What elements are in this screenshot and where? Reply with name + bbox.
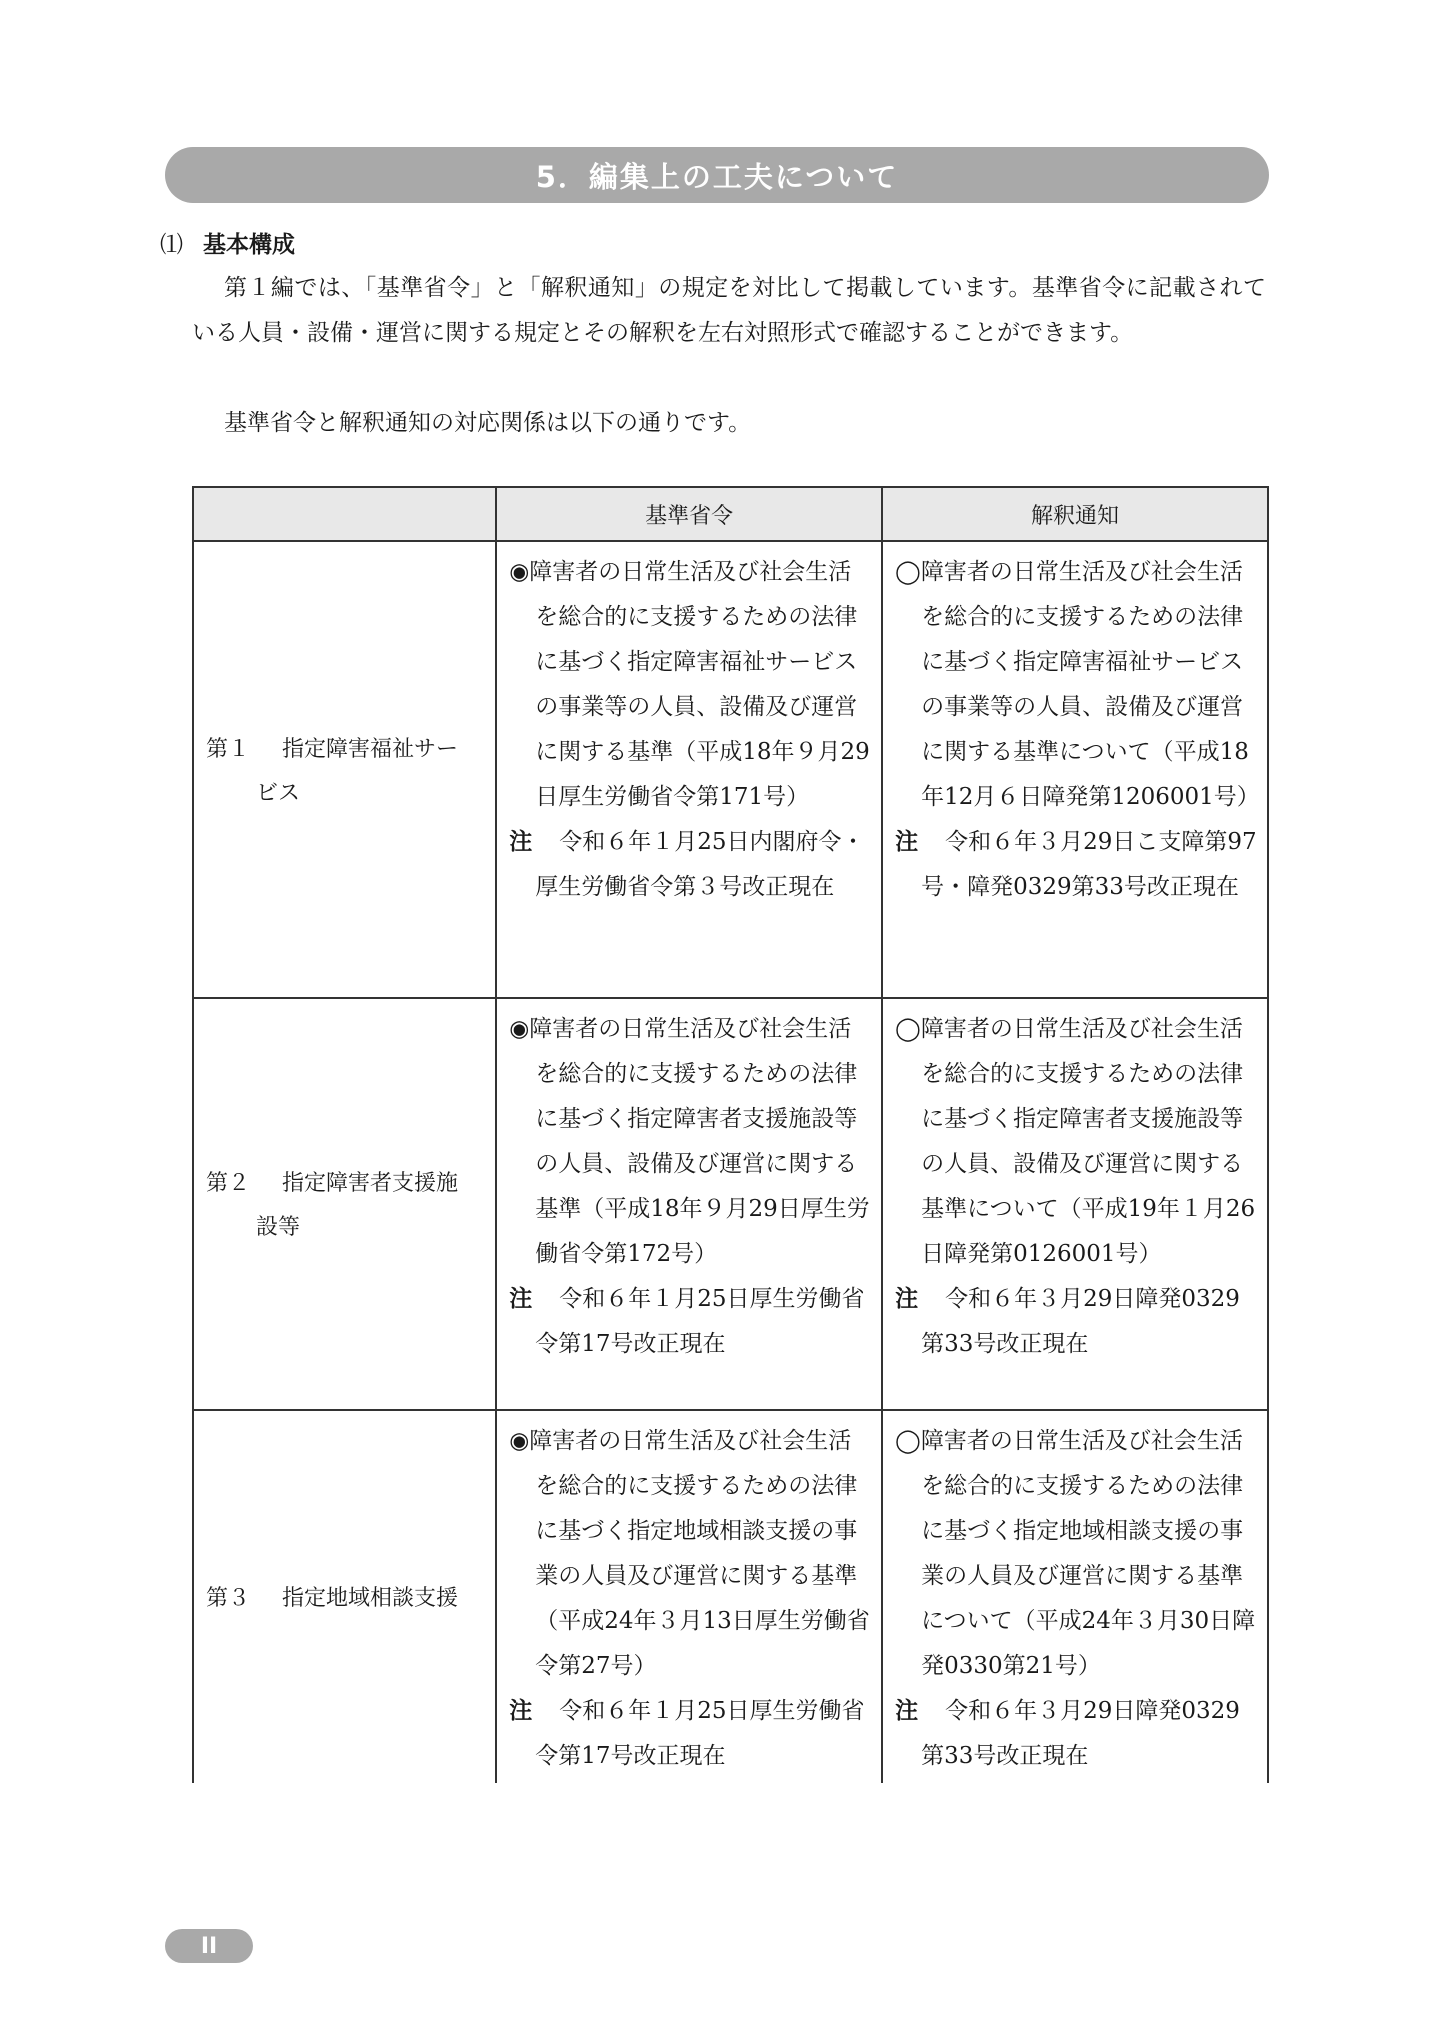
relation-paragraph: 基準省令と解釈通知の対応関係は以下の通りです。 <box>224 410 752 436</box>
table-row <box>193 541 1268 998</box>
header-kaishaku: 解釈通知 <box>882 487 1268 541</box>
note-mark: 注 <box>509 1286 533 1312</box>
header-blank <box>193 487 496 541</box>
row-number: 第２ <box>206 1171 251 1196</box>
page-number: II <box>200 1933 218 1959</box>
row-number: 第３ <box>206 1586 251 1611</box>
section-title-bar <box>165 147 1269 203</box>
row-label-main: 指定障害者支援施 <box>282 1171 459 1196</box>
row-label <box>193 1410 496 1783</box>
note-mark: 注 <box>509 829 533 855</box>
kaishaku-cell <box>882 998 1268 1410</box>
kaishaku-note: 注 令和６年３月29日こ支障第97号・障発0329第33号改正現在 <box>895 820 1257 910</box>
kaishaku-note: 注 令和６年３月29日障発0329第33号改正現在 <box>895 1689 1257 1779</box>
row-label-main: 指定障害福祉サー <box>282 736 459 762</box>
header-kijun: 基準省令 <box>496 487 882 541</box>
kijun-note: 注 令和６年１月25日厚生労働省令第17号改正現在 <box>509 1277 871 1367</box>
kijun-cell <box>496 1410 882 1783</box>
row-label-rest: 設等 <box>256 1215 301 1240</box>
note-mark: 注 <box>895 829 919 855</box>
row-label <box>193 998 496 1410</box>
table-row <box>193 998 1268 1410</box>
kijun-note: 注 令和６年１月25日内閣府令・厚生労働省令第３号改正現在 <box>509 820 871 910</box>
kaishaku-entry: ◯障害者の日常生活及び社会生活を総合的に支援するための法律に基づく指定地域相談支援の事業の人員及び運営に関する基準について（平成24年３月30日障発0330第21号） <box>895 1428 1256 1679</box>
table-header-row <box>193 487 1268 541</box>
kijun-entry: ◉障害者の日常生活及び社会生活を総合的に支援するための法律に基づく指定障害者支援施設等の人員、設備及び運営に関する基準（平成18年９月29日厚生労働省令第172号） <box>509 1016 870 1267</box>
row-label-rest: ビス <box>256 780 301 806</box>
kaishaku-cell <box>882 1410 1268 1783</box>
intro-paragraph: 第１編では、「基準省令」と「解釈通知」の規定を対比して掲載しています。基準省令に記載されている人員・設備・運営に関する規定とその解釈を左右対照形式で確認することができます。 <box>192 275 1266 346</box>
kaishaku-cell <box>882 541 1268 998</box>
kijun-entry: ◉障害者の日常生活及び社会生活を総合的に支援するための法律に基づく指定障害福祉サービスの事業等の人員、設備及び運営に関する基準（平成18年９月29日厚生労働省令第171号） <box>509 559 870 810</box>
kaishaku-entry: ◯障害者の日常生活及び社会生活を総合的に支援するための法律に基づく指定障害福祉サービスの事業等の人員、設備及び運営に関する基準について（平成18年12月６日障発第1206001号） <box>895 559 1260 810</box>
kijun-note: 注 令和６年１月25日厚生労働省令第17号改正現在 <box>509 1689 871 1779</box>
kijun-cell <box>496 998 882 1410</box>
table-row <box>193 1410 1268 1783</box>
subsection-number: ⑴ <box>160 232 183 258</box>
kaishaku-entry: ◯障害者の日常生活及び社会生活を総合的に支援するための法律に基づく指定障害者支援施設等の人員、設備及び運営に関する基準について（平成19年１月26日障発第0126001号） <box>895 1016 1256 1267</box>
row-label-main: 指定地域相談支援 <box>282 1586 459 1611</box>
correspondence-table <box>192 486 1269 1783</box>
kijun-cell <box>496 541 882 998</box>
subsection-title: 基本構成 <box>203 232 295 258</box>
kaishaku-note: 注 令和６年３月29日障発0329第33号改正現在 <box>895 1277 1257 1367</box>
page-title: 5．編集上の工夫について <box>535 159 899 194</box>
note-mark: 注 <box>509 1698 533 1724</box>
subsection-heading <box>160 226 295 259</box>
note-mark: 注 <box>895 1286 919 1312</box>
kijun-entry: ◉障害者の日常生活及び社会生活を総合的に支援するための法律に基づく指定地域相談支援の事業の人員及び運営に関する基準（平成24年３月13日厚生労働省令第27号） <box>509 1428 870 1679</box>
page-number-tab <box>165 1929 253 1963</box>
row-label <box>193 541 496 998</box>
note-mark: 注 <box>895 1698 919 1724</box>
row-number: 第１ <box>206 736 251 762</box>
